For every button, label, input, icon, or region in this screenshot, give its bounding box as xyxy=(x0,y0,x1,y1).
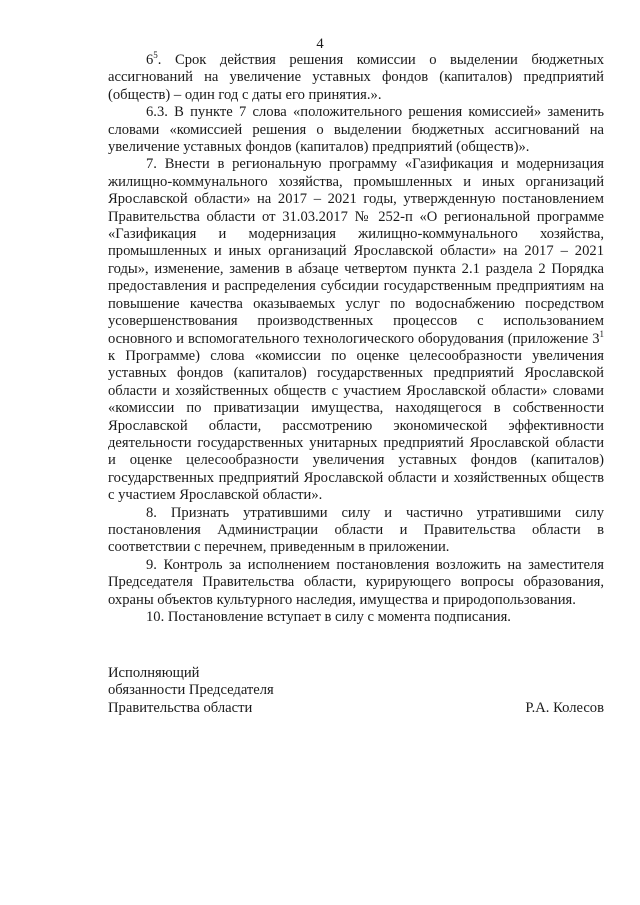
paragraph-7-text-b: к Программе) слова «комиссии по оценке целесообразности увеличения уставных фондов (капиталов) государственных предприятий Ярославской области и хозяйственных обществ с участием Ярославской области» словами «комиссии по приватизации имущества, находящегося в собственности Ярославской области, рассмотрению экономической эффективности деятельности государственных унитарных предприятий Ярославской области и оценке целесообразности увеличения уставных фондов (капиталов) государственных предприятий Ярославской области и хозяйственных обществ с участием Ярославской области». xyxy=(108,347,604,504)
signature-title-line-1: Исполняющий xyxy=(108,665,200,681)
signature-title-line-2: обязанности Председателя xyxy=(108,682,274,699)
paragraph-6-5 xyxy=(108,52,604,104)
paragraph-6-5-number: 6 xyxy=(146,52,154,68)
superscript: 1 xyxy=(599,328,604,339)
paragraph-6-5-text: . Срок действия решения комиссии о выделении бюджетных ассигнований на увеличение уставных фондов (капиталов) предприятий (обществ) – один год с даты его принятия.». xyxy=(108,52,604,103)
document-body xyxy=(108,52,604,626)
page-number: 4 xyxy=(316,36,324,52)
paragraph-9: 9. Контроль за исполнением постановления возложить на заместителя Председателя Правительства области, курирующего вопросы образования, охраны объектов культурного наследия, имущества и природопользования. xyxy=(108,556,604,608)
paragraph-10: 10. Постановление вступает в силу с момента подписания. xyxy=(146,609,511,625)
paragraph-7-text-a: 7. Внести в региональную программу «Газификация и модернизация жилищно-коммунального хозяйства, промышленных и иных организаций Ярославской области» на 2017 – 2021 годы, утвержденную постановлением Правительства области от 31.03.2017 № 252-п «О региональной программе «Газификация и модернизация жилищно-коммунального хозяйства, промышленных и иных организаций Ярославской области» на 2017 – 2021 годы», изменение, заменив в абзаце четвертом пункта 2.1 раздела 2 Порядка предоставления и распределения субсидии государственным предприятиям на повышение качества оказываемых услуг по водоснабжению посредством усовершенствования производственных процессов с использованием основного и вспомогательного технологического оборудования (приложение 3 xyxy=(108,156,604,347)
paragraph-6-3: 6.3. В пункте 7 слова «положительного решения комиссией» заменить словами «комиссией решения о выделении бюджетных ассигнований на увеличение уставных фондов (капиталов) предприятий (обществ)». xyxy=(108,104,604,156)
paragraph-7 xyxy=(108,156,604,504)
signature-title-line-3: Правительства области xyxy=(108,699,253,716)
signature-block xyxy=(108,665,604,717)
paragraph-8: 8. Признать утратившими силу и частично утратившими силу постановления Администрации области и Правительства области в соответствии с перечнем, приведенным в приложении. xyxy=(108,504,604,556)
signatory-name: Р.А. Колесов xyxy=(525,699,604,716)
superscript: 5 xyxy=(153,50,158,60)
signature-row xyxy=(108,700,604,717)
